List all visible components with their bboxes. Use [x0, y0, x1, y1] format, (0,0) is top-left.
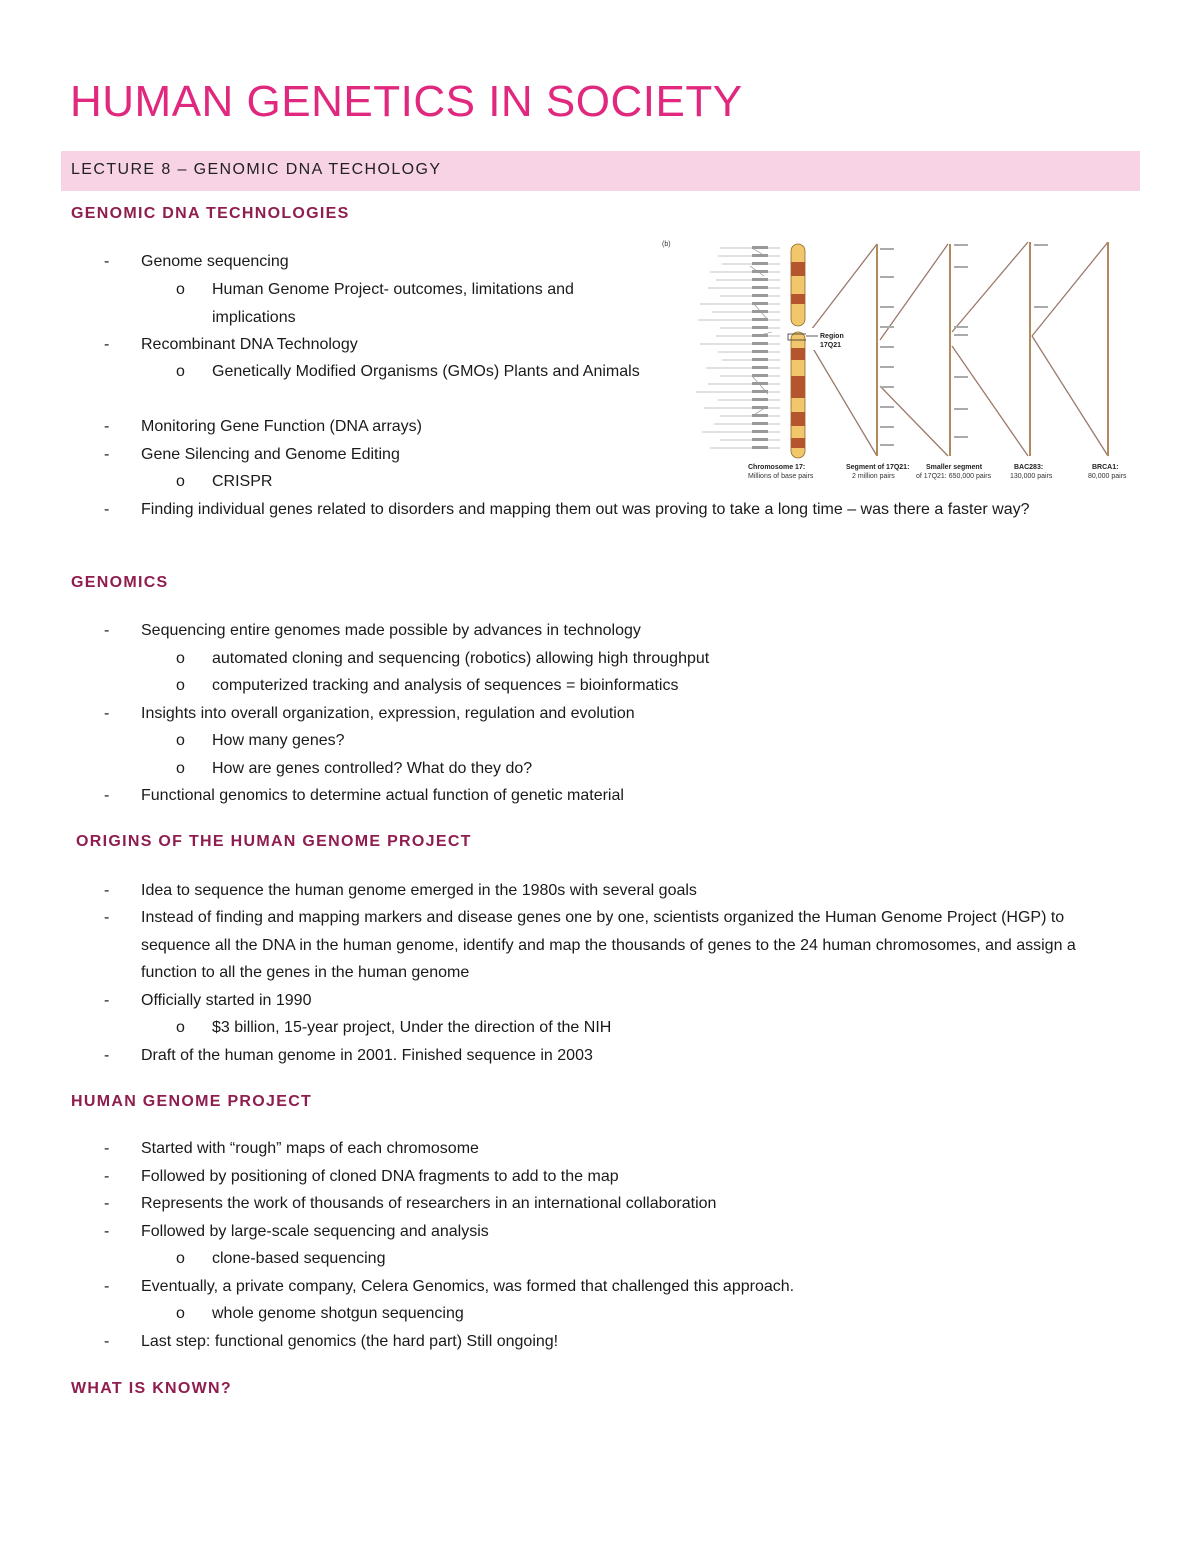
zoom-lines — [808, 242, 1108, 456]
gene-tick-labels — [752, 246, 768, 449]
section-heading-genomics: GENOMICS — [71, 574, 169, 591]
caption-chromosome-title: Chromosome 17: — [748, 464, 806, 471]
caption-segment-title: Segment of 17Q21: — [846, 464, 910, 471]
chromosome-17 — [788, 244, 808, 458]
caption-smaller-sub: of 17Q21: 650,000 pairs — [916, 473, 992, 480]
caption-chromosome-sub: Millions of base pairs — [748, 473, 814, 480]
section-heading-known: WHAT IS KNOWN? — [71, 1380, 232, 1397]
lecture-title: LECTURE 8 – GENOMIC DNA TECHOLOGY — [71, 161, 442, 178]
figure-panel-label: (b) — [662, 241, 671, 248]
lecture-banner — [61, 151, 1140, 191]
caption-bac-title: BAC283: — [1014, 464, 1044, 471]
region-label: Region — [820, 333, 844, 340]
caption-segment-sub: 2 million pairs — [852, 473, 895, 480]
region-id: 17Q21 — [820, 342, 842, 349]
chromosome-17-figure — [660, 236, 1140, 486]
caption-brca-sub: 80,000 pairs — [1088, 473, 1127, 480]
section-heading-hgp: HUMAN GENOME PROJECT — [71, 1093, 313, 1110]
caption-brca-title: BRCA1: — [1092, 464, 1119, 471]
section-heading-origins: ORIGINS OF THE HUMAN GENOME PROJECT — [76, 833, 472, 850]
segment-columns — [877, 242, 1108, 456]
document-title: HUMAN GENETICS IN SOCIETY — [70, 77, 743, 126]
segment-ticks — [880, 244, 1048, 446]
caption-smaller-title: Smaller segment — [926, 464, 983, 471]
caption-bac-sub: 130,000 pairs — [1010, 473, 1053, 480]
section-heading-technologies: GENOMIC DNA TECHNOLOGIES — [71, 205, 350, 222]
